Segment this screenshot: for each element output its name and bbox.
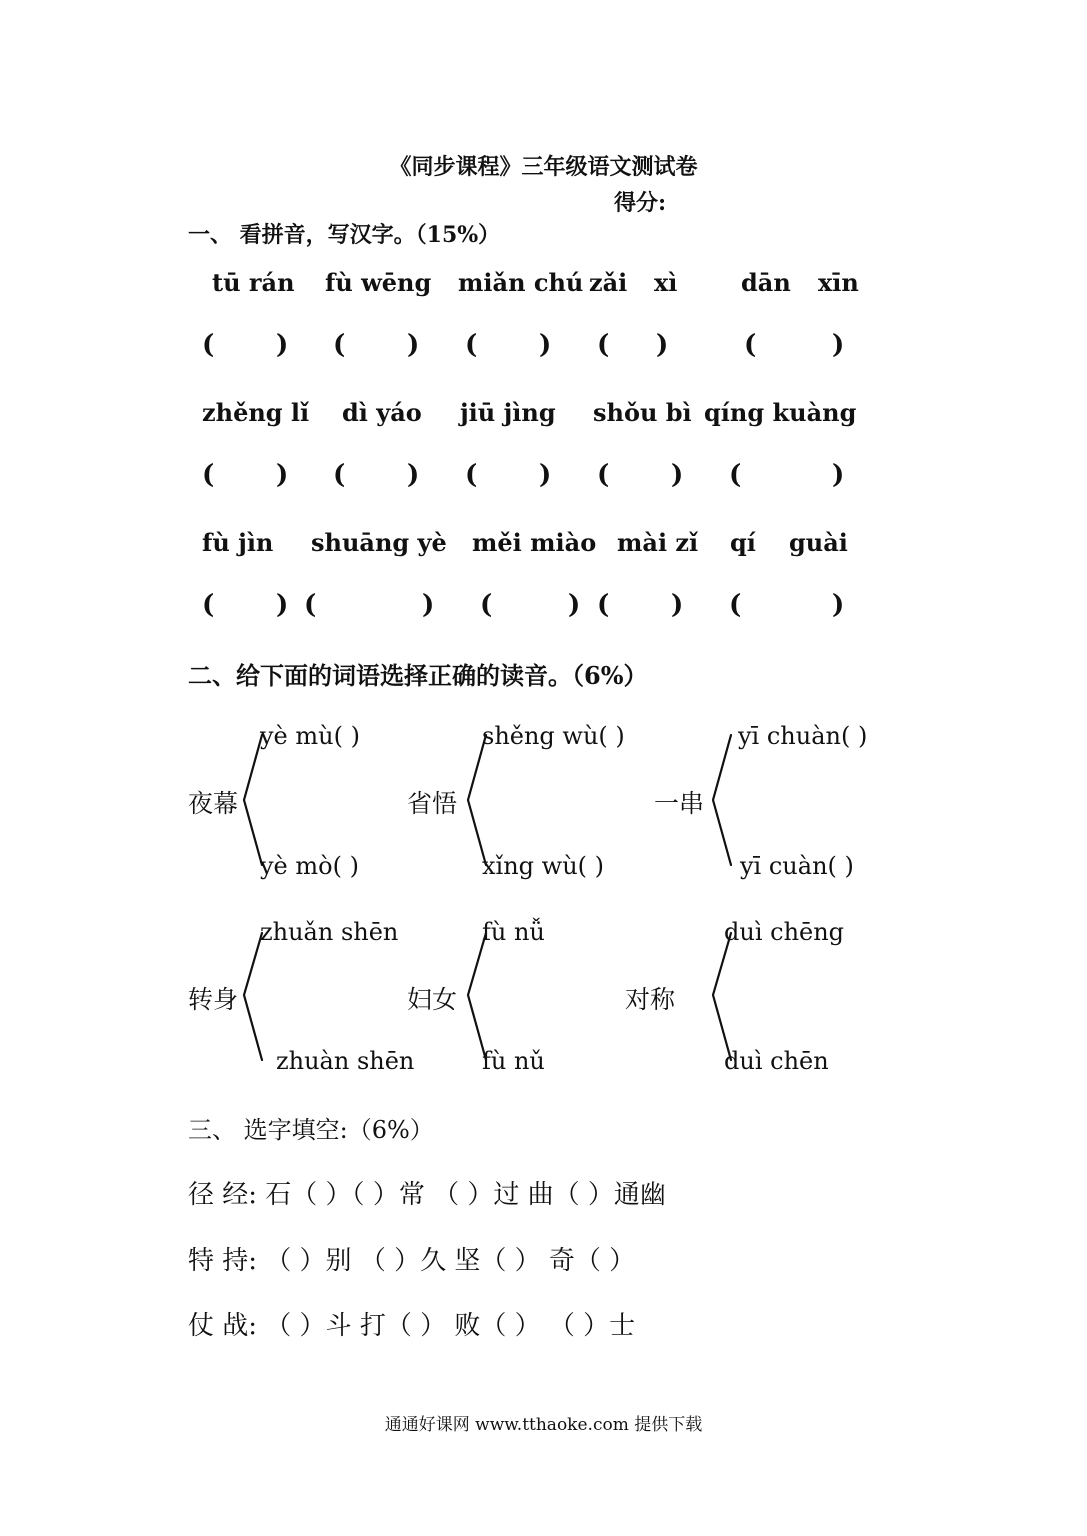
pinyin-item: zǎi — [589, 268, 628, 297]
reading-option-bottom: duì chēn — [724, 1047, 829, 1075]
answer-paren-close: ) — [671, 460, 684, 490]
reading-option-bottom: zhuàn shēn — [276, 1047, 415, 1075]
pinyin-item: shuāng yè — [311, 528, 447, 557]
answer-paren-close: ) — [671, 590, 684, 620]
pinyin-item: mài zǐ — [617, 528, 699, 557]
fill-blank-row: 仗 战: （ ）斗 打（ ） 败（ ） （ ）士 — [188, 1311, 636, 1341]
answer-paren-close: ) — [568, 590, 581, 620]
answer-paren-close: ) — [539, 330, 552, 360]
choice-word: 省悟 — [407, 789, 458, 818]
reading-option-top: zhuǎn shēn — [260, 918, 399, 946]
pinyin-item: shǒu bì — [593, 398, 692, 427]
reading-option-bottom: yī cuàn( ) — [740, 852, 854, 880]
answer-paren-close: ) — [832, 460, 845, 490]
reading-option-top: shěng wù( ) — [482, 722, 625, 750]
fill-blank-row: 特 持: （ ）别 （ ）久 坚（ ） 奇（ ） — [188, 1246, 636, 1276]
exam-title: 《同步课程》三年级语文测试卷 — [389, 154, 698, 180]
reading-option-top: fù nǚ — [482, 918, 545, 946]
answer-paren-open: ( — [202, 590, 215, 620]
reading-option-top: yè mù( ) — [260, 722, 360, 750]
pinyin-item: qí — [730, 528, 756, 557]
answer-paren-open: ( — [480, 590, 493, 620]
pinyin-item: xì — [654, 268, 678, 297]
answer-paren-open: ( — [597, 330, 610, 360]
answer-paren-close: ) — [276, 460, 289, 490]
answer-paren-close: ) — [407, 330, 420, 360]
answer-paren-close: ) — [407, 460, 420, 490]
pinyin-item: dān — [741, 268, 791, 297]
reading-option-bottom: fù nǔ — [482, 1047, 545, 1075]
answer-paren-close: ) — [276, 330, 289, 360]
pinyin-item: qíng kuàng — [704, 398, 857, 427]
answer-paren-open: ( — [202, 330, 215, 360]
pinyin-item: miǎn chú — [458, 268, 584, 297]
answer-paren-close: ) — [832, 330, 845, 360]
score-label: 得分: — [614, 190, 667, 216]
answer-paren-open: ( — [333, 330, 346, 360]
section-1-heading: 一、 看拼音，写汉字。（15%） — [188, 222, 501, 248]
answer-paren-open: ( — [304, 590, 317, 620]
reading-option-bottom: xǐng wù( ) — [482, 852, 605, 880]
answer-paren-open: ( — [597, 590, 610, 620]
footer-credit: 通通好课网 www.tthaoke.com 提供下载 — [384, 1415, 703, 1435]
pinyin-item: guài — [789, 528, 848, 557]
pinyin-item: jiū jìng — [460, 398, 556, 427]
answer-paren-open: ( — [465, 330, 478, 360]
pinyin-item: fù wēng — [325, 268, 432, 297]
answer-paren-open: ( — [465, 460, 478, 490]
section-2-heading: 二、给下面的词语选择正确的读音。（6%） — [188, 661, 648, 690]
answer-paren-close: ) — [539, 460, 552, 490]
answer-paren-close: ) — [276, 590, 289, 620]
answer-paren-close: ) — [422, 590, 435, 620]
answer-paren-open: ( — [597, 460, 610, 490]
reading-option-top: yī chuàn( ) — [738, 722, 868, 750]
choice-word: 一串 — [654, 789, 705, 818]
reading-option-top: duì chēng — [724, 918, 845, 946]
choice-word: 夜幕 — [188, 789, 239, 818]
answer-paren-close: ) — [656, 330, 669, 360]
pinyin-item: xīn — [818, 268, 859, 297]
pinyin-item: dì yáo — [342, 398, 422, 427]
answer-paren-open: ( — [729, 590, 742, 620]
answer-paren-open: ( — [202, 460, 215, 490]
pinyin-item: zhěng lǐ — [202, 398, 310, 427]
reading-option-bottom: yè mò( ) — [260, 852, 359, 880]
pinyin-item: tū rán — [212, 268, 295, 297]
answer-paren-close: ) — [832, 590, 845, 620]
pinyin-item: fù jìn — [202, 528, 274, 557]
section-3-heading: 三、 选字填空:（6%） — [188, 1116, 434, 1144]
answer-paren-open: ( — [744, 330, 757, 360]
fill-blank-row: 径 经: 石（ ）（ ）常 （ ）过 曲（ ）通幽 — [188, 1180, 666, 1210]
choice-word: 对称 — [625, 985, 676, 1014]
choice-word: 转身 — [188, 985, 239, 1014]
answer-paren-open: ( — [729, 460, 742, 490]
answer-paren-open: ( — [333, 460, 346, 490]
pinyin-item: měi miào — [472, 528, 597, 557]
choice-word: 妇女 — [407, 985, 458, 1014]
